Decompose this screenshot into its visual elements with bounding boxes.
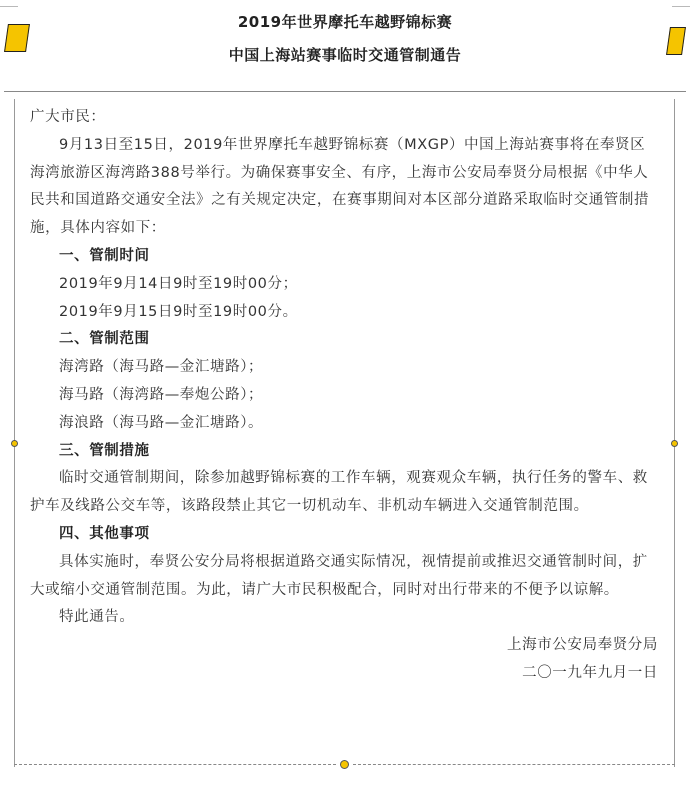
time-line-1: 2019年9月14日9时至19时00分； xyxy=(59,275,298,292)
salutation: 广大市民： xyxy=(30,109,106,125)
signature: 上海市公安局奉贤分局 xyxy=(507,637,658,654)
section-heading-scope: 二、管制范围 xyxy=(59,331,150,348)
time-line-2: 2019年9月15日9时至19时00分。 xyxy=(59,303,298,320)
bottom-dashed-rule-left xyxy=(14,764,336,765)
section-heading-measures: 三、管制措施 xyxy=(59,442,150,459)
section-heading-time: 一、管制时间 xyxy=(59,247,150,264)
issue-date: 二〇一九年九月一日 xyxy=(522,664,658,681)
closing-line: 特此通告。 xyxy=(59,609,135,626)
measures-paragraph: 临时交通管制期间，除参加越野锦标赛的工作车辆，观赛观众车辆，执行任务的警车、救护车及线路公交车等，该路段禁止其它一切机动车、非机动车辆进入交通管制范围。 xyxy=(30,470,648,515)
scope-line-2: 海马路（海湾路—奉炮公路）； xyxy=(59,386,264,403)
bottom-center-dot xyxy=(340,760,349,769)
top-right-rule xyxy=(672,6,690,7)
bottom-dashed-rule-right xyxy=(353,764,675,765)
left-frame-dot xyxy=(11,440,18,447)
section-heading-other: 四、其他事项 xyxy=(59,525,150,542)
intro-paragraph: 9月13日至15日，2019年世界摩托车越野锦标赛（MXGP）中国上海站赛事将在奉贤区海湾旅游区海湾路388号举行。为确保赛事安全、有序，上海市公安局奉贤分局根据《中华人民共和国道路交通安全法》之有关规定决定，在赛事期间对本区部分道路采取临时交通管制措施，具体内容如下： xyxy=(30,136,650,237)
scope-line-3: 海浪路（海马路—金汇塘路）。 xyxy=(59,414,264,431)
right-frame-dot xyxy=(671,440,678,447)
top-left-rule xyxy=(0,6,18,7)
notice-body xyxy=(30,104,660,688)
header-divider xyxy=(4,91,686,92)
notice-title-line1: 2019年世界摩托车越野锦标赛 xyxy=(237,13,453,31)
other-paragraph: 具体实施时，奉贤公安分局将根据道路交通实际情况，视情提前或推迟交通管制时间，扩大或缩小交通管制范围。为此，请广大市民积极配合，同时对出行带来的不便予以谅解。 xyxy=(30,553,648,598)
scope-line-1: 海湾路（海马路—金汇塘路）； xyxy=(59,359,264,376)
notice-header xyxy=(0,0,690,92)
notice-title-line2: 中国上海站赛事临时交通管制通告 xyxy=(228,46,462,64)
